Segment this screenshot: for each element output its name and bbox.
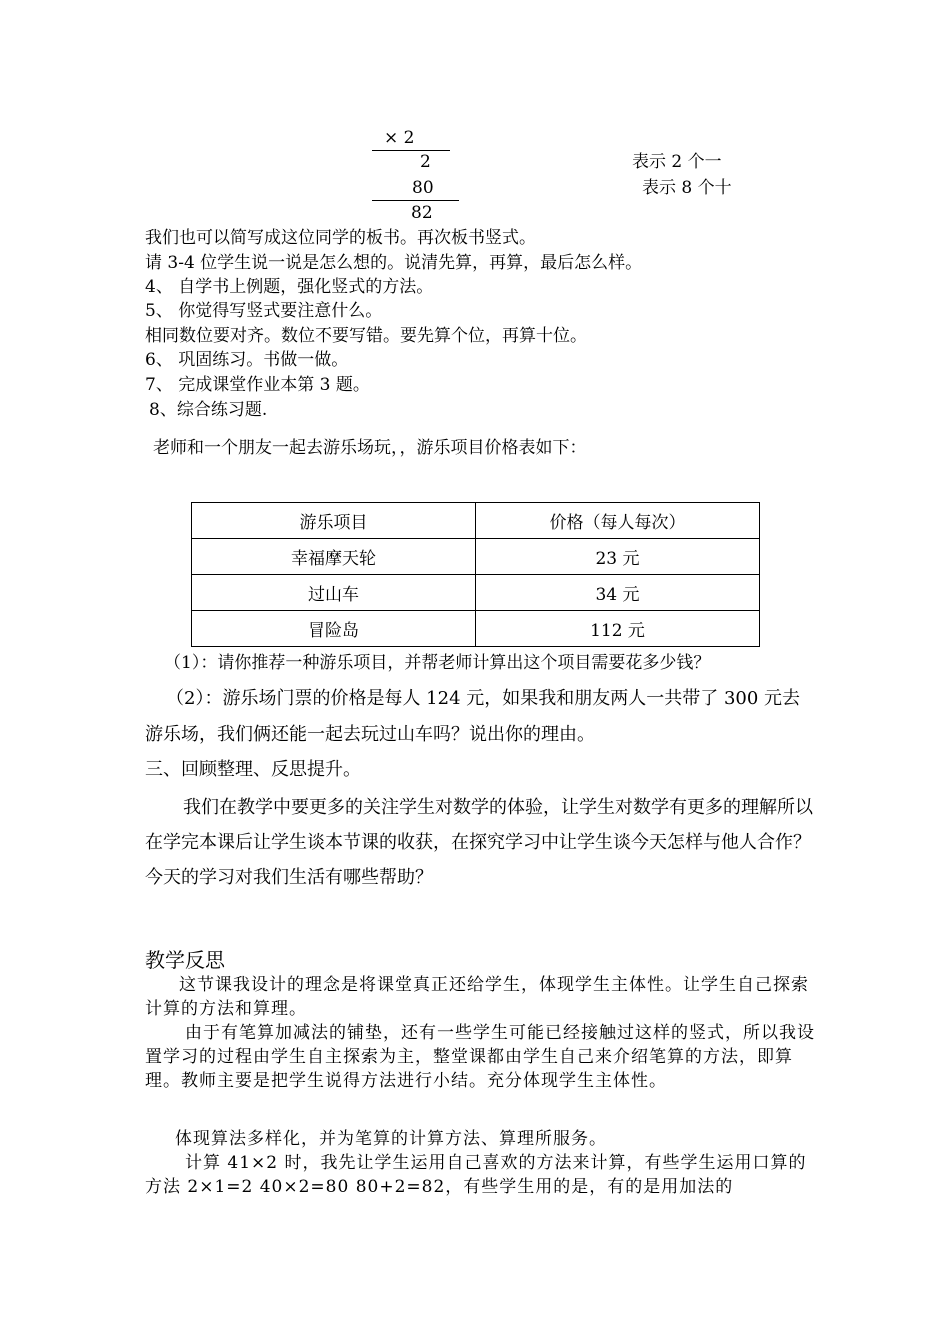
question-2-line-1: （2）：游乐场门票的价格是每人 124 元，如果我和朋友两人一共带了 300 元去 [166, 688, 801, 709]
text-line-4: 5、 你觉得写竖式要注意什么。 [145, 301, 383, 321]
table-cell-price: 23 元 [476, 539, 760, 575]
text-line-3: 4、 自学书上例题，强化竖式的方法。 [145, 277, 434, 297]
table-cell-price: 112 元 [476, 611, 760, 647]
calc-note-ones: 表示 2 个一 [632, 152, 722, 172]
table-header-price: 价格（每人每次） [476, 503, 760, 539]
table-cell-item: 过山车 [192, 575, 476, 611]
calc-line-multiplier: × 2 [372, 126, 450, 151]
table-header-item: 游乐项目 [192, 503, 476, 539]
reflection-paragraph-1: 这节课我设计的理念是将课堂真正还给学生，体现学生主体性。让学生自己探索计算的方法和算理。 [145, 975, 809, 1019]
reflection-title: 教学反思 [145, 948, 225, 972]
table-header-row [192, 503, 760, 539]
price-table [191, 502, 760, 647]
section-3-heading: 三、回顾整理、反思提升。 [145, 759, 361, 780]
text-line-6: 6、 巩固练习。书做一做。 [145, 350, 349, 370]
table-cell-price: 34 元 [476, 575, 760, 611]
text-line-7: 7、 完成课堂作业本第 3 题。 [145, 375, 370, 395]
reflection-paragraph-3: 体现算法多样化，并为笔算的计算方法、算理所服务。 [175, 1129, 607, 1149]
table-intro: 老师和一个朋友一起去游乐场玩，，游乐项目价格表如下： [153, 438, 587, 458]
text-line-5: 相同数位要对齐。数位不要写错。要先算个位，再算十位。 [145, 326, 587, 346]
table-cell-item: 幸福摩天轮 [192, 539, 476, 575]
calc-line-partial-ones: 2 [420, 152, 431, 172]
table-cell-item: 冒险岛 [192, 611, 476, 647]
reflection-paragraph-2: 由于有笔算加减法的铺垫，还有一些学生可能已经接触过这样的竖式，所以我设置学习的过程由学生自主探索为主，整堂课都由学生自己来介绍笔算的方法，即算理。教师主要是把学生说得方法进行小结。充分体现学生主体性。 [145, 1023, 815, 1091]
table-row [192, 611, 760, 647]
calc-note-tens: 表示 8 个十 [642, 178, 732, 198]
question-2-line-2: 游乐场，我们俩还能一起去玩过山车吗？说出你的理由。 [145, 724, 595, 745]
section-3-paragraph: 我们在教学中要更多的关注学生对数学的体验，让学生对数学有更多的理解所以在学完本课后让学生谈本节课的收获，在探究学习中让学生谈今天怎样与他人合作？今天的学习对我们生活有哪些帮助？ [145, 797, 813, 888]
calc-line-partial-tens: 80 [372, 176, 459, 201]
text-line-1: 我们也可以简写成这位同学的板书。再次板书竖式。 [145, 228, 536, 248]
table-row [192, 539, 760, 575]
calc-line-result: 82 [411, 203, 433, 223]
reflection-paragraph-4: 计算 41×2 时，我先让学生运用自己喜欢的方法来计算，有些学生运用口算的方法 2×1=2 40×2=80 80+2=82，有些学生用的是，有的是用加法的 [145, 1153, 807, 1197]
question-1: （1）：请你推荐一种游乐项目，并帮老师计算出这个项目需要花多少钱？ [164, 653, 711, 673]
table-row [192, 575, 760, 611]
text-line-2: 请 3-4 位学生说一说是怎么想的。说清先算，再算，最后怎么样。 [145, 253, 643, 273]
text-line-8: 8、综合练习题. [149, 400, 268, 420]
